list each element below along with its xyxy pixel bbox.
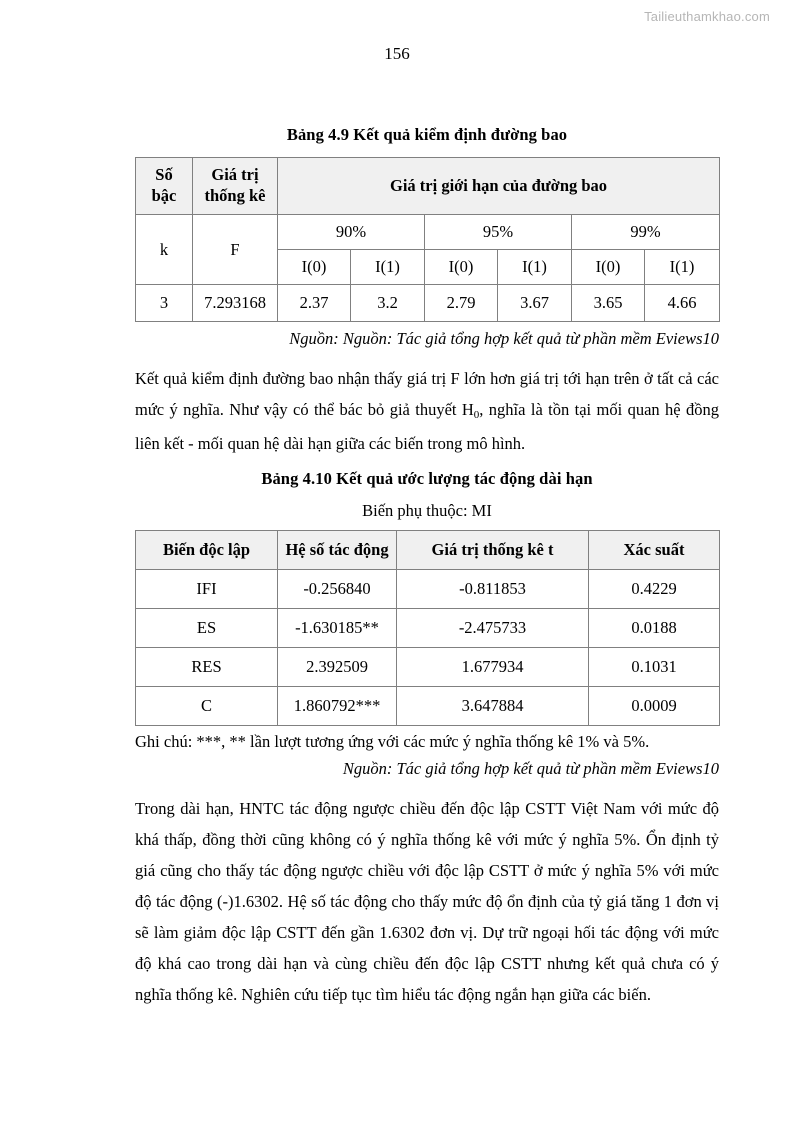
paragraph-bounds-test-part2: , nghĩa là tồn tại mối quan hệ đồng liên kết - mối quan hệ dài hạn giữa các biến trong mô hình. bbox=[135, 400, 719, 453]
table-49-cell-90-i1: 3.2 bbox=[351, 285, 425, 322]
table-410-header-he-so: Hệ số tác động bbox=[278, 531, 397, 570]
table-410-cell-variable: IFI bbox=[136, 570, 278, 609]
table-49-header-row-2 bbox=[136, 215, 720, 250]
table-410-source-note: Nguồn: Tác giả tổng hợp kết quả từ phần mềm Eviews10 bbox=[342, 759, 719, 778]
table-410-cell-variable: C bbox=[136, 687, 278, 726]
page-number: 156 bbox=[384, 44, 410, 63]
table-row bbox=[136, 609, 720, 648]
table-410-cell-tstat: -0.811853 bbox=[397, 570, 589, 609]
paragraph-bounds-test bbox=[135, 363, 719, 459]
table-49-header-i0-99: I(0) bbox=[572, 250, 645, 285]
table-410-header-thong-ke-t: Giá trị thống kê t bbox=[397, 531, 589, 570]
table-410-cell-prob: 0.0188 bbox=[589, 609, 720, 648]
table-49 bbox=[135, 157, 720, 322]
table-410-header-row bbox=[136, 531, 720, 570]
table-410-cell-tstat: 3.647884 bbox=[397, 687, 589, 726]
table-row bbox=[136, 648, 720, 687]
table-49-header-k: k bbox=[136, 215, 193, 285]
table-410-cell-prob: 0.4229 bbox=[589, 570, 720, 609]
table-410 bbox=[135, 530, 720, 726]
table-49-cell-95-i0: 2.79 bbox=[425, 285, 498, 322]
table-410-cell-prob: 0.0009 bbox=[589, 687, 720, 726]
table-49-cell-95-i1: 3.67 bbox=[498, 285, 572, 322]
table-49-header-i1-99: I(1) bbox=[645, 250, 720, 285]
table-410-cell-coefficient: -1.630185** bbox=[278, 609, 397, 648]
table-49-cell-k: 3 bbox=[136, 285, 193, 322]
watermark-text: Tailieuthamkhao.com bbox=[644, 9, 770, 24]
table-49-header-gia-tri-thong-ke bbox=[193, 158, 278, 215]
table-49-header-gia-tri-line1: Giá trị bbox=[211, 165, 259, 185]
table-49-header-so-bac bbox=[136, 158, 193, 215]
table-49-header-gioi-han: Giá trị giới hạn của đường bao bbox=[278, 158, 720, 215]
table-49-cell-99-i1: 4.66 bbox=[645, 285, 720, 322]
table-410-footnote: Ghi chú: ***, ** lần lượt tương ứng với các mức ý nghĩa thống kê 1% và 5%. bbox=[135, 732, 650, 751]
table-49-header-i1-95: I(1) bbox=[498, 250, 572, 285]
paragraph-long-run-analysis: Trong dài hạn, HNTC tác động ngược chiều đến độc lập CSTT Việt Nam với mức độ khá thấp, đồng thời cũng không có ý nghĩa thống kê với mức ý nghĩa 5%. Ổn định tỷ giá cũng cho thấy tác động ngược chiều với độc lập CSTT ở mức ý nghĩa 5% với mức độ tác động (-)1.6302. Hệ số tác động cho thấy mức độ ổn định của tỷ giá tăng 1 đơn vị sẽ làm giảm độc lập CSTT đến gần 1.6302 đơn vị. Dự trữ ngoại hối tác động với mức độ khá cao trong dài hạn và cùng chiều đến độc lập CSTT nhưng kết quả chưa có ý nghĩa thống kê. Nghiên cứu tiếp tục tìm hiểu tác động ngắn hạn giữa các biến. bbox=[135, 799, 719, 1004]
table-410-header-xac-suat: Xác suất bbox=[589, 531, 720, 570]
table-49-header-level-95: 95% bbox=[425, 215, 572, 250]
table-49-header-gia-tri-line2: thống kê bbox=[204, 186, 266, 205]
table-410-cell-variable: RES bbox=[136, 648, 278, 687]
table-49-header-so-bac-line2: bậc bbox=[151, 186, 177, 205]
table-49-header-i1-90: I(1) bbox=[351, 250, 425, 285]
table-410-cell-variable: ES bbox=[136, 609, 278, 648]
table-49-header-row-1 bbox=[136, 158, 720, 215]
table-49-cell-f: 7.293168 bbox=[193, 285, 278, 322]
table-49-header-i0-95: I(0) bbox=[425, 250, 498, 285]
table-410-cell-prob: 0.1031 bbox=[589, 648, 720, 687]
hypothesis-subscript: 0 bbox=[473, 409, 480, 421]
table-49-header-f: F bbox=[193, 215, 278, 285]
table-row bbox=[136, 687, 720, 726]
table-410-subcaption: Biến phụ thuộc: MI bbox=[362, 501, 492, 520]
paragraph-bounds-test-part1: Kết quả kiểm định đường bao nhận thấy giá trị F lớn hơn giá trị tới hạn trên ở tất cả các mức ý nghĩa. Như vậy có thể bác bỏ giả thuyết H bbox=[135, 369, 719, 419]
page-content bbox=[135, 125, 719, 1010]
table-49-header-level-99: 99% bbox=[572, 215, 720, 250]
table-410-cell-tstat: -2.475733 bbox=[397, 609, 589, 648]
table-410-cell-tstat: 1.677934 bbox=[397, 648, 589, 687]
table-49-caption: Bảng 4.9 Kết quả kiểm định đường bao bbox=[286, 125, 568, 144]
table-410-cell-coefficient: 2.392509 bbox=[278, 648, 397, 687]
table-49-source-note: Nguồn: Nguồn: Tác giả tổng hợp kết quả từ phần mềm Eviews10 bbox=[289, 329, 719, 348]
table-410-header-bien-doc-lap: Biến độc lập bbox=[136, 531, 278, 570]
table-410-caption: Bảng 4.10 Kết quả ước lượng tác động dài hạn bbox=[261, 469, 593, 488]
table-49-cell-99-i0: 3.65 bbox=[572, 285, 645, 322]
table-49-header-level-90: 90% bbox=[278, 215, 425, 250]
table-49-cell-90-i0: 2.37 bbox=[278, 285, 351, 322]
table-row bbox=[136, 570, 720, 609]
table-row bbox=[136, 285, 720, 322]
table-410-cell-coefficient: -0.256840 bbox=[278, 570, 397, 609]
table-410-cell-coefficient: 1.860792*** bbox=[278, 687, 397, 726]
table-49-header-i0-90: I(0) bbox=[278, 250, 351, 285]
table-49-header-so-bac-line1: Số bbox=[155, 165, 173, 185]
